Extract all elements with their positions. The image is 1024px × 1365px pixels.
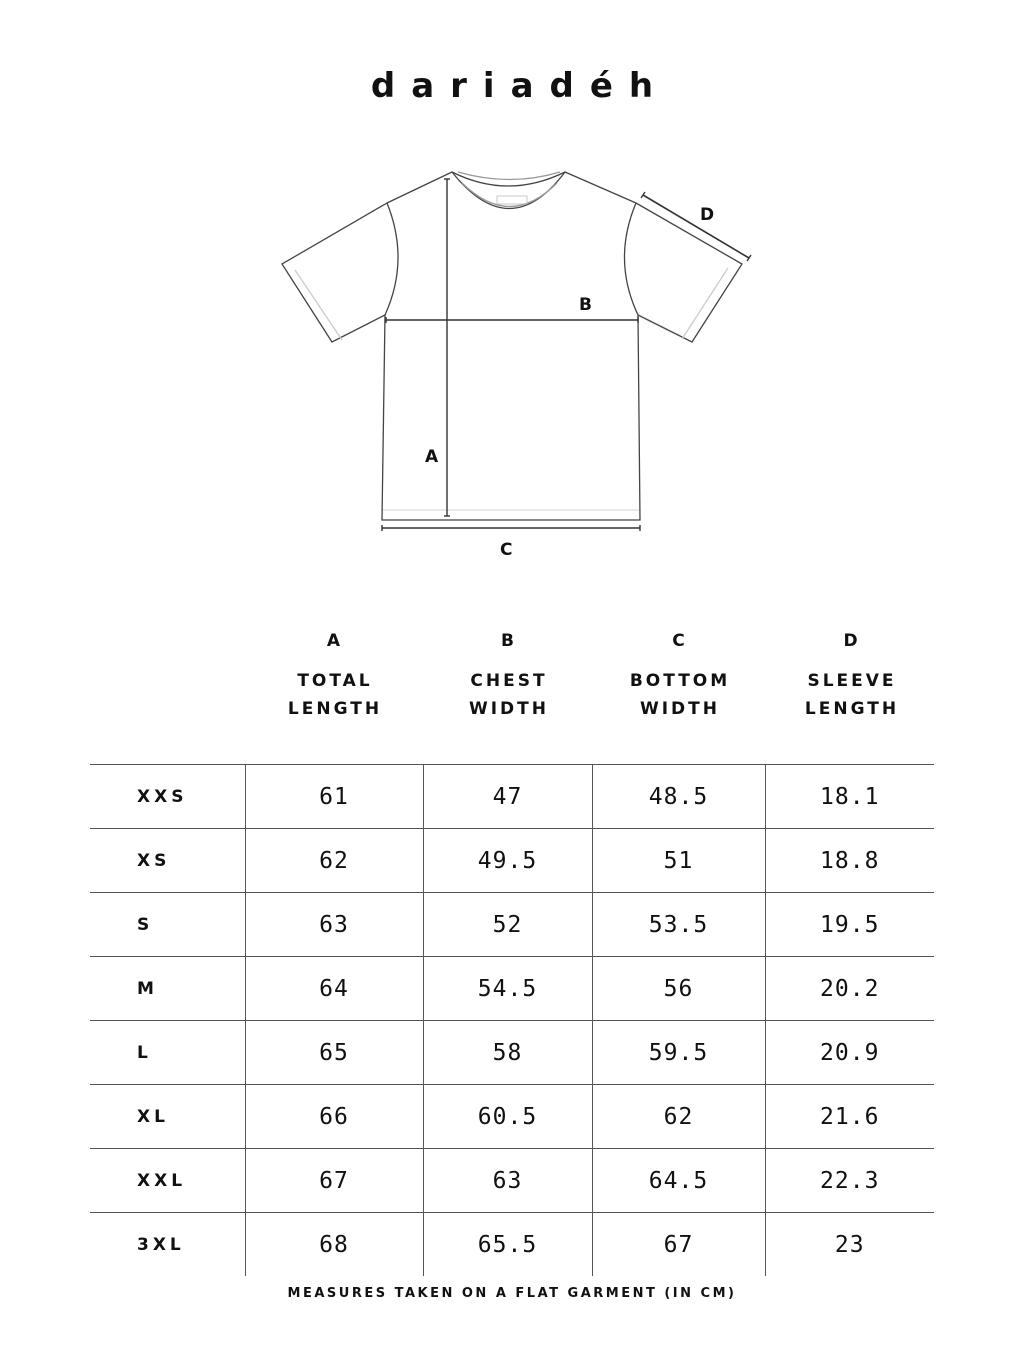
size-label: XXL — [90, 1149, 245, 1213]
diagram-label-b: B — [579, 295, 592, 315]
table-row — [90, 893, 934, 957]
size-label: XS — [90, 829, 245, 893]
size-label: S — [90, 893, 245, 957]
cell-chest-width: 65.5 — [423, 1213, 592, 1277]
table-row — [90, 829, 934, 893]
cell-sleeve-length: 23 — [765, 1213, 934, 1277]
cell-chest-width: 60.5 — [423, 1085, 592, 1149]
table-row — [90, 1085, 934, 1149]
column-header-a — [250, 627, 420, 723]
column-header-b — [424, 627, 594, 723]
cell-bottom-width: 59.5 — [592, 1021, 765, 1085]
cell-total-length: 66 — [245, 1085, 423, 1149]
cell-sleeve-length: 18.8 — [765, 829, 934, 893]
size-label: L — [90, 1021, 245, 1085]
column-title-line1: TOTAL — [297, 671, 373, 691]
column-letter: B — [501, 631, 517, 651]
cell-bottom-width: 48.5 — [592, 765, 765, 829]
cell-sleeve-length: 21.6 — [765, 1085, 934, 1149]
cell-bottom-width: 64.5 — [592, 1149, 765, 1213]
column-title-line1: BOTTOM — [629, 671, 731, 691]
tshirt-diagram — [0, 0, 1024, 600]
cell-chest-width: 54.5 — [423, 957, 592, 1021]
table-row — [90, 1021, 934, 1085]
cell-chest-width: 49.5 — [423, 829, 592, 893]
column-header-c — [595, 627, 765, 723]
size-label: 3XL — [90, 1213, 245, 1277]
size-table — [90, 764, 934, 1276]
cell-total-length: 64 — [245, 957, 423, 1021]
column-title-line1: CHEST — [470, 671, 548, 691]
column-title-line2: WIDTH — [468, 699, 549, 719]
footnote: MEASURES TAKEN ON A FLAT GARMENT (IN CM) — [287, 1286, 737, 1301]
column-title-line2: LENGTH — [804, 699, 900, 719]
cell-bottom-width: 67 — [592, 1213, 765, 1277]
cell-bottom-width: 62 — [592, 1085, 765, 1149]
column-letter: A — [326, 631, 344, 651]
cell-chest-width: 58 — [423, 1021, 592, 1085]
cell-sleeve-length: 22.3 — [765, 1149, 934, 1213]
cell-sleeve-length: 19.5 — [765, 893, 934, 957]
table-row — [90, 765, 934, 829]
column-title-line2: WIDTH — [639, 699, 720, 719]
column-title-line1: SLEEVE — [807, 671, 897, 691]
cell-total-length: 63 — [245, 893, 423, 957]
cell-sleeve-length: 20.2 — [765, 957, 934, 1021]
cell-bottom-width: 53.5 — [592, 893, 765, 957]
brand-logo: dariadéh — [370, 66, 670, 106]
size-label: XL — [90, 1085, 245, 1149]
diagram-label-c: C — [500, 540, 513, 560]
cell-chest-width: 47 — [423, 765, 592, 829]
cell-bottom-width: 56 — [592, 957, 765, 1021]
cell-chest-width: 63 — [423, 1149, 592, 1213]
table-row — [90, 957, 934, 1021]
cell-bottom-width: 51 — [592, 829, 765, 893]
column-letter: D — [843, 631, 861, 651]
column-header-d — [767, 627, 937, 723]
cell-total-length: 61 — [245, 765, 423, 829]
cell-sleeve-length: 20.9 — [765, 1021, 934, 1085]
size-label: M — [90, 957, 245, 1021]
cell-total-length: 68 — [245, 1213, 423, 1277]
cell-chest-width: 52 — [423, 893, 592, 957]
cell-sleeve-length: 18.1 — [765, 765, 934, 829]
size-label: XXS — [90, 765, 245, 829]
cell-total-length: 65 — [245, 1021, 423, 1085]
table-row — [90, 1149, 934, 1213]
diagram-label-a: A — [425, 447, 439, 467]
cell-total-length: 67 — [245, 1149, 423, 1213]
cell-total-length: 62 — [245, 829, 423, 893]
column-title-line2: LENGTH — [287, 699, 383, 719]
table-row — [90, 1213, 934, 1277]
diagram-label-d: D — [700, 205, 715, 225]
column-letter: C — [672, 631, 688, 651]
